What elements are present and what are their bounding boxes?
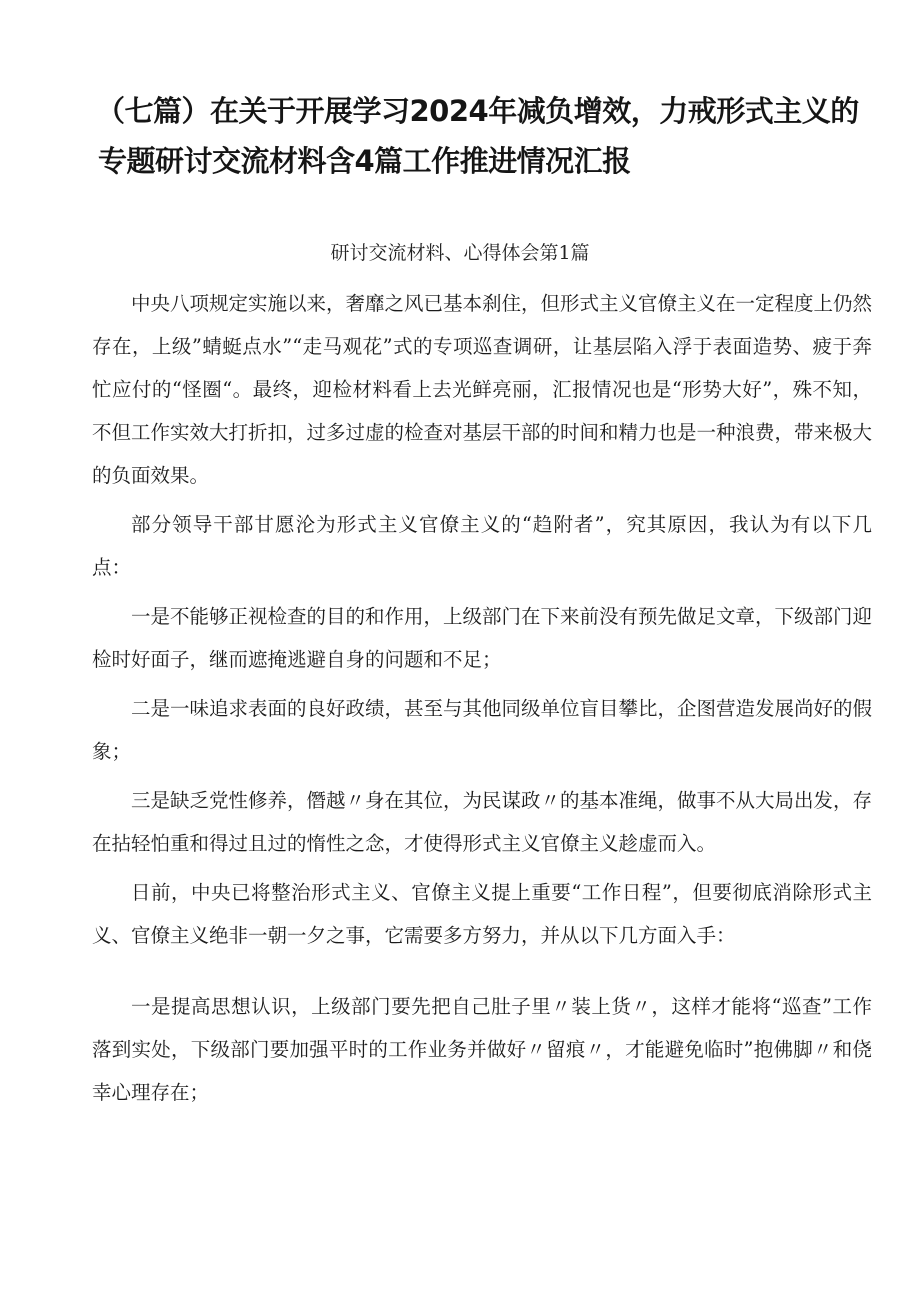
paragraph-1: 中央八项规定实施以来，奢靡之风已基本刹住，但形式主义官僚主义在一定程度上仍然存在，上级”蜻蜓点水”“走马观花”式的专项巡查调研，让基层陷入浮于表面造势、疲于奔忙应付的“怪圈“。最终，迎检材料看上去光鲜亮丽，汇报情况也是“形势大好”，殊不知，不但工作实效大打折扣，过多过虚的检查对基层干部的时间和精力也是一种浪费，带来极大的负面效果。 (92, 292, 873, 487)
paragraph-2: 部分领导干部甘愿沦为形式主义官僚主义的“趋附者”，究其原因，我认为有以下几点： (92, 513, 872, 579)
section-subtitle: 研讨交流材料、心得体会第1篇 (330, 242, 590, 264)
paragraph-3: 一是不能够正视检查的目的和作用，上级部门在下来前没有预先做足文章，下级部门迎检时好面子，继而遮掩逃避自身的问题和不足； (92, 605, 873, 671)
document-title (96, 86, 876, 186)
paragraph-7: 一是提高思想认识，上级部门要先把自己肚子里〃装上货〃，这样才能将“巡查”工作落到实处，下级部门要加强平时的工作业务并做好〃留痕〃，才能避免临时”抱佛脚〃和侥幸心理存在； (92, 995, 872, 1104)
document-body (92, 282, 872, 1120)
paragraph-4: 二是一味追求表面的良好政绩，甚至与其他同级单位盲目攀比，企图营造发展尚好的假象； (92, 697, 873, 763)
paragraph-6: 日前，中央已将整治形式主义、官僚主义提上重要“工作日程”，但要彻底消除形式主义、官僚主义绝非一朝一夕之事，它需要多方努力，并从以下几方面入手： (92, 881, 872, 947)
document-title-line-2: 专题研讨交流材料含4篇工作推进情况汇报 (98, 144, 631, 178)
paragraph-5: 三是缺乏党性修养，僭越〃身在其位，为民谋政〃的基本准绳，做事不从大局出发，存在拈轻怕重和得过且过的惰性之念，才使得形式主义官僚主义趁虚而入。 (92, 789, 873, 855)
document-title-line-1: （七篇）在关于开展学习2024年减负增效，力戒形式主义的 (96, 94, 859, 128)
